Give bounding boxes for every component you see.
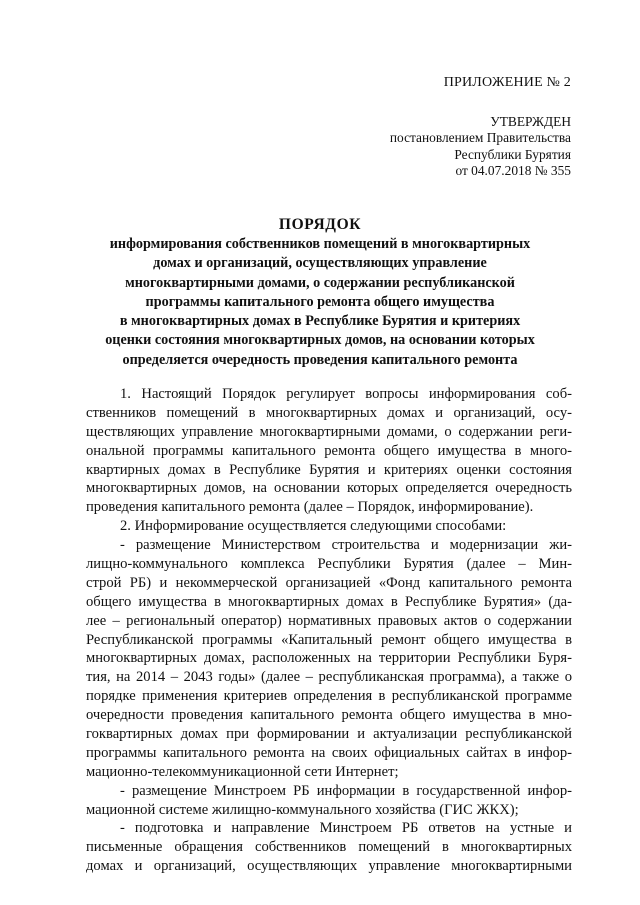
body-text-line: ществляющих управление многоквартирными домами, о содержании реги-: [86, 423, 572, 440]
body-text-line: многоквартирных домах, расположенных на территории Республики Буря-: [86, 650, 572, 667]
body-text-line: гоквартирных домах при формировании и актуализации республиканской: [86, 726, 572, 743]
title-line: программы капитального ремонта общего имущества: [145, 293, 495, 310]
body-text-line: общего имущества в многоквартирных домах в Республике Бурятия» (да-: [86, 593, 572, 610]
body-text-line: очередности проведения капитального ремонта общего имущества в мно-: [86, 707, 572, 724]
approved-line: постановлением Правительства: [389, 130, 571, 146]
body-text-line: письменные обращения собственников помещений в многоквартирных: [86, 839, 572, 856]
body-text-line: Республиканской программы «Капитальный ремонт общего имущества в: [86, 631, 572, 648]
title-line: определяется очередность проведения капитального ремонта: [122, 351, 518, 368]
title-line: многоквартирными домами, о содержании республиканской: [125, 274, 515, 291]
body-text-line: домах и организаций, осуществляющих управление многоквартирными: [86, 858, 572, 875]
title-line: в многоквартирных домах в Республике Бурятия и критериях: [119, 313, 521, 330]
approved-line: Республики Бурятия: [454, 146, 571, 162]
appendix-label: ПРИЛОЖЕНИЕ № 2: [443, 75, 571, 90]
body-text-line: многоквартирных домов, на основании которых определяется очередность: [86, 480, 572, 497]
document-body: [86, 385, 572, 876]
body-text-line: лищно-коммунального комплекса Республики Бурятия (далее – Мин-: [86, 556, 572, 573]
title-line: домах и организаций, осуществляющих управление: [153, 255, 487, 272]
body-text-line: мационно-телекоммуникационной сети Интернет;: [86, 763, 399, 780]
title-line: информирования собственников помещений в многоквартирных: [109, 236, 531, 252]
body-text-line: порядке применения критериев определения в республиканской программе: [86, 688, 572, 705]
approval-stamp-block: [390, 114, 571, 180]
document-title: [85, 215, 555, 370]
body-text-line: - размещение Министерством строительства и модернизации жи-: [120, 537, 572, 554]
body-text-line: программы капитального ремонта на своих официальных сайтах в инфор-: [86, 744, 572, 761]
body-text-line: 2. Информирование осуществляется следующими способами:: [120, 518, 507, 535]
body-text-line: квартирных домах в Республике Бурятия и критериях оценки состояния: [86, 461, 572, 478]
body-text-line: тия, на 2014 – 2043 годы» (далее – республиканская программа), а также о: [86, 669, 572, 686]
body-text-line: проведения капитального ремонта (далее – Порядок, информирование).: [86, 499, 534, 516]
body-text-line: ональной программы капитального ремонта общего имущества в много-: [86, 442, 572, 459]
body-text-line: 1. Настоящий Порядок регулирует вопросы информирования соб-: [120, 386, 572, 402]
approved-line: УТВЕРЖДЕН: [490, 114, 571, 129]
title-heading: ПОРЯДОК: [278, 216, 362, 233]
body-text-line: ственников помещений в многоквартирных домах и организаций, осу-: [86, 404, 572, 421]
body-text-line: строй РБ) и некоммерческой организацией «Фонд капитального ремонта: [86, 574, 572, 591]
body-text-line: - размещение Минстроем РБ информации в государственной инфор-: [120, 782, 572, 799]
title-subtitle: [85, 235, 555, 370]
body-text-line: лее – региональный оператор) нормативных правовых актов о содержании: [86, 612, 572, 629]
body-text-line: мационной системе жилищно-коммунального хозяйства (ГИС ЖКХ);: [86, 801, 519, 818]
title-line: оценки состояния многоквартирных домов, на основании которых: [105, 332, 535, 349]
approved-line: от 04.07.2018 № 355: [455, 163, 571, 179]
body-text-line: - подготовка и направление Минстроем РБ ответов на устные и: [120, 820, 572, 837]
